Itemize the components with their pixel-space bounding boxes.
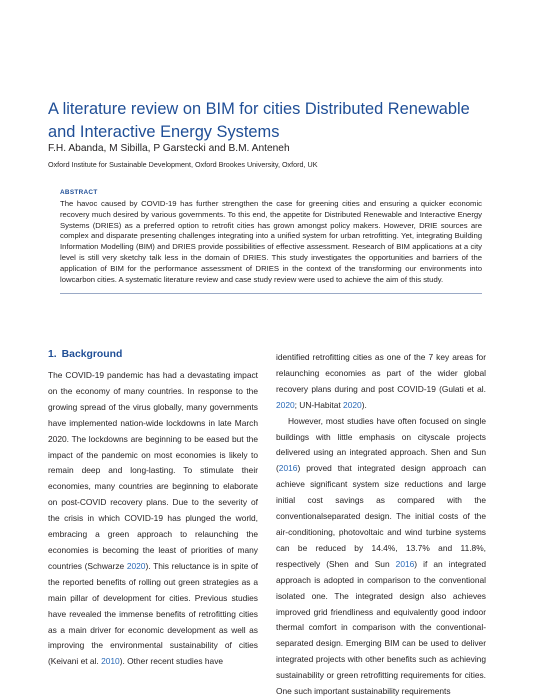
citation-link[interactable]: 2016 (278, 463, 298, 474)
body-text: However, most studies have often focused on single buildings with little emphasis on cityscale projects delivered using an integrated approach. Shen and Sun ( (276, 415, 486, 474)
body-text: ). (361, 399, 367, 410)
citation-link[interactable]: 2020 (276, 399, 295, 410)
abstract-label: ABSTRACT (60, 189, 98, 196)
body-column-right (276, 350, 486, 700)
section-title: Background (61, 349, 123, 360)
citation-link[interactable]: 2016 (395, 558, 415, 569)
body-text: ) proved that integrated design approach can achieve significant system size reductions and large initial cost savings as compared with the conventionalseparated design. The initial costs of the air-conditioning, photovoltaic and wind turbine systems can be reduced by 14.4%, 13.7% and 11.8%, respectively (Shen and Sun (276, 463, 486, 569)
author-list: F.H. Abanda, M Sibilla, P Garstecki and B.M. Anteneh (48, 143, 290, 154)
body-paragraph (48, 368, 258, 670)
citation-link[interactable]: 2020 (126, 560, 146, 571)
body-text: ). Other recent studies have (119, 656, 224, 667)
section-number: 1. (48, 349, 57, 360)
citation-link[interactable]: 2010 (101, 656, 120, 667)
article-title: A literature review on BIM for cities Distributed Renewable and Interactive Energy Systems (48, 100, 470, 141)
body-text: ; UN-Habitat (294, 399, 344, 410)
body-text: The COVID-19 pandemic has had a devastating impact on the economy of many countries. In response to the growing spread of the virus globally, many governments have implemented nation-wide lockdowns in late March 2020. The lockdowns are beginning to be eased but the impact of the pandemic on most economies is likely to remain deep and long-lasting. To stimulate their economies, many countries are beginning to elaborate on post-COVID recovery plans. Due to the severity of the crisis in which COVID-19 has plunged the world, embracing a green approach to relaunching the economies is becoming the least of priorities of many countries (Schwarze (48, 370, 258, 571)
body-paragraph (276, 414, 486, 700)
body-paragraph (276, 350, 486, 414)
body-text: ). This reluctance is in spite of the reported benefits of rolling out green strategies as a main pillar of development for cities. Previous studies have revealed the immense benefits of retrofitting cities as a main driver for economic development as well as improving the environmental sustainability of cities (Keivani et al. (48, 560, 258, 667)
section-heading (48, 348, 258, 362)
citation-link[interactable]: 2020 (343, 399, 362, 410)
body-column-left (48, 348, 258, 670)
body-text: ) if an integrated approach is adopted in comparison to the conventional isolated one. The integrated design also achieves improved grid friendliness and equivalently good indoor thermal comfort in comparison with the conventional-separated design. Emerging BIM can be used to deliver integrated projects with other benefits such as achieving sustainability or green retrofitting requirements for cities. One such important sustainability requirements (276, 558, 486, 697)
abstract-block (60, 188, 482, 294)
abstract-text: The havoc caused by COVID-19 has further strengthen the case for greening cities and ensuring a quicker economic recovery much desired by various governments. To this end, the appetite for Distributed Renewable and Interactive Energy Systems (DRIES) as a preferred option to retrofit cities has grown amongst policy makers. However, DRIE sources are complex and disparate presenting challenges integrating into a unified system for urban retrofitting. Yet, integrating Building Information Modelling (BIM) and DRIES provide possibilities of effective assessment. Research of BIM applications at a city level is still very sketchy talk less in the domain of DRIES. This study investigates the opportunities and barriers of the application of BIM for the performance assessment of DRIES in the context of the transforming our environments into lowcarbon cities. A systematic literature review and case study review were used to achieve the aim of this study. (60, 199, 482, 284)
author-affiliation: Oxford Institute for Sustainable Development, Oxford Brookes University, Oxford, UK (48, 160, 318, 169)
body-text: identified retrofitting cities as one of the 7 key areas for relaunching economies as part of the wider global recovery plans during and post COVID-19 (Gulati et al. (276, 352, 486, 394)
